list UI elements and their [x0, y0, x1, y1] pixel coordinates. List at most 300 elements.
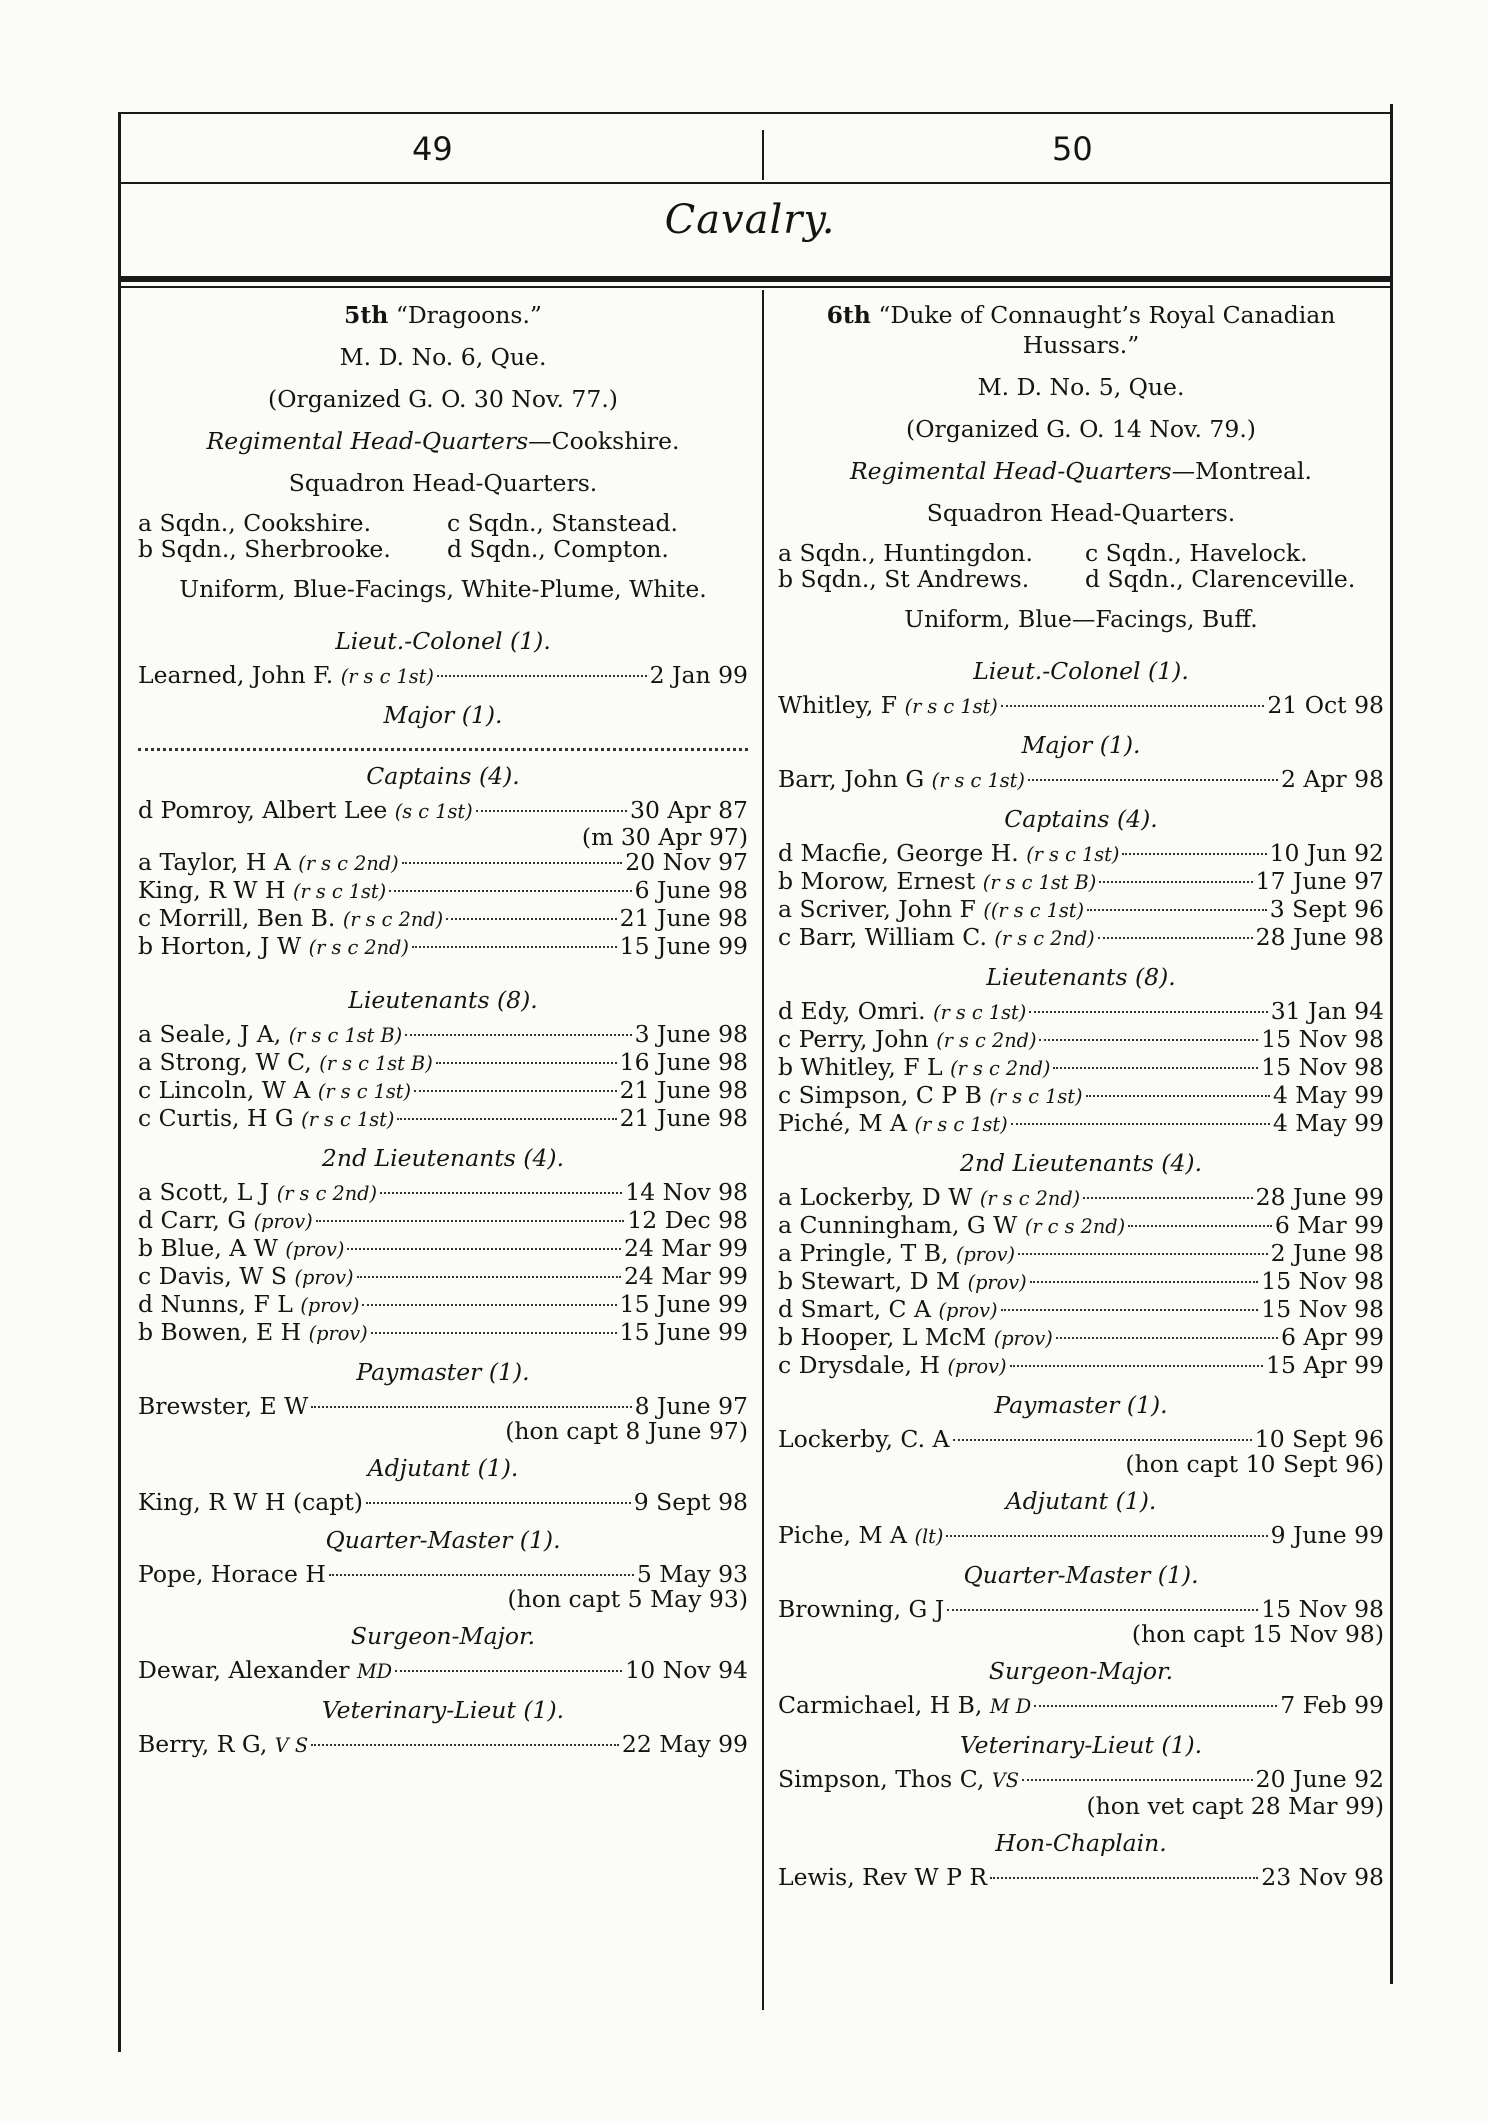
officer-qualification: (s c 1st): [394, 800, 473, 823]
officer-name: [138, 1657, 392, 1685]
officer-qualification: (r s c 1st): [340, 665, 434, 688]
officer-date: 23 Nov 98: [1261, 1863, 1384, 1891]
officer-entry: [138, 1489, 748, 1515]
leader-dots: [1001, 1309, 1259, 1311]
officer-qualification: (prov): [938, 1299, 998, 1322]
major-heading: Major (1).: [1021, 731, 1141, 759]
page-number-right: 50: [1052, 130, 1093, 168]
officer-date: 3 June 98: [634, 1020, 748, 1048]
squadron-list: [138, 510, 748, 562]
leader-dots: [947, 1609, 1258, 1611]
leader-dots: [389, 890, 631, 892]
officer-name: [138, 1235, 344, 1263]
officer-name: [778, 840, 1119, 868]
officer-name: [138, 1489, 363, 1515]
regiment-heading: 6th “Duke of Connaught’s Royal Canadian: [826, 301, 1336, 329]
officer-name-text: a Cunningham, G W: [778, 1211, 1018, 1239]
squadron-item: d Sqdn., Clarenceville.: [1085, 565, 1356, 593]
officer-name: [138, 849, 399, 877]
captains-heading: Captains (4).: [366, 762, 520, 790]
officer-name-text: d Smart, C A: [778, 1295, 931, 1323]
leader-dots: [946, 1535, 1267, 1537]
officer-entry: [138, 849, 748, 877]
officer-entry: [778, 1766, 1384, 1794]
leader-dots: [405, 1034, 631, 1036]
leader-dots: [953, 1439, 1252, 1441]
officer-name-text: c Morrill, Ben B.: [138, 904, 336, 932]
officer-date: 15 Nov 98: [1261, 1053, 1384, 1081]
leader-dots: [990, 1877, 1258, 1879]
officer-name: [778, 1864, 987, 1890]
officer-name-text: Dewar, Alexander: [138, 1656, 350, 1684]
squadron-item: b Sqdn., St Andrews.: [778, 565, 1030, 593]
officer-name: [138, 797, 473, 825]
officer-date: 15 June 99: [619, 932, 748, 960]
military-district: M. D. No. 5, Que.: [977, 373, 1185, 401]
officer-entry: [778, 1324, 1384, 1352]
paymaster-heading: Paymaster (1).: [994, 1391, 1168, 1419]
officer-entry: [138, 1561, 748, 1587]
leader-dots: [1098, 937, 1253, 939]
officer-name-text: c Lincoln, W A: [138, 1076, 311, 1104]
squadron-item: a Sqdn., Cookshire.: [138, 509, 372, 537]
officer-qualification: (prov): [967, 1271, 1027, 1294]
leader-dots: [446, 918, 617, 920]
officer-qualification: (r s c 1st): [292, 880, 387, 903]
leader-dots: [1030, 1281, 1259, 1283]
officer-date: 6 Apr 99: [1280, 1323, 1384, 1351]
officer-qualification: (r s c 1st): [989, 1085, 1083, 1108]
officer-entry: [778, 1864, 1384, 1890]
officer-entry: [778, 840, 1384, 868]
officer-entry: [778, 692, 1384, 720]
header-divider: [762, 130, 764, 180]
officer-name: [138, 933, 409, 961]
squadron-item: d Sqdn., Compton.: [447, 535, 669, 563]
officer-date: 21 June 98: [619, 1076, 748, 1104]
officer-qualification: (r s c 1st): [1026, 843, 1120, 866]
leader-dots: [414, 1090, 617, 1092]
officer-entry: [778, 1426, 1384, 1452]
officer-name-text: Brewster, E W: [138, 1392, 309, 1420]
second-lieutenants-heading: 2nd Lieutenants (4).: [321, 1144, 565, 1172]
major-vacant-line: [138, 736, 748, 751]
officer-qualification: (r s c 1st): [904, 695, 998, 718]
officer-entry: [778, 868, 1384, 896]
officer-entry: [138, 1105, 748, 1133]
officer-name-text: b Stewart, D M: [778, 1267, 961, 1295]
second-lieutenants-heading: 2nd Lieutenants (4).: [959, 1149, 1203, 1177]
officer-qualification: (prov): [300, 1294, 360, 1317]
officer-name: [778, 1766, 1019, 1794]
frame-right-rule: [1390, 104, 1393, 1984]
officer-name-text: b Bowen, E H: [138, 1318, 302, 1346]
leader-dots: [1128, 1225, 1272, 1227]
leader-dots: [1001, 705, 1265, 707]
officer-name-text: Berry, R G,: [138, 1730, 268, 1758]
leader-dots: [311, 1744, 619, 1746]
officer-entry: [138, 1049, 748, 1077]
officer-name-text: c Drysdale, H: [778, 1351, 940, 1379]
officer-qualification: (r s c 2nd): [936, 1029, 1037, 1052]
leader-dots: [1022, 1779, 1253, 1781]
officer-name: [138, 1263, 354, 1291]
hon-chaplain-heading: Hon-Chaplain.: [995, 1829, 1167, 1857]
officer-name: [138, 1021, 402, 1049]
officer-entry: [778, 1110, 1384, 1138]
officer-qualification: (lt): [914, 1525, 944, 1548]
leader-dots: [1029, 1011, 1267, 1013]
officer-entry: [138, 877, 748, 905]
officer-qualification: (prov): [285, 1238, 345, 1261]
leader-dots: [1053, 1067, 1258, 1069]
officer-name: [138, 1561, 326, 1587]
officer-date: 2 Apr 98: [1280, 765, 1384, 793]
officer-date: 28 June 98: [1255, 923, 1384, 951]
frame-top-rule: [118, 112, 1392, 114]
regimental-hq: Regimental Head-Quarters—Montreal.: [849, 457, 1313, 485]
officer-entry: [778, 1352, 1384, 1380]
officer-date: 31 Jan 94: [1270, 997, 1384, 1025]
organized-line: (Organized G. O. 14 Nov. 79.): [906, 415, 1256, 443]
officer-name-text: Piché, M A: [778, 1109, 907, 1137]
captains-heading: Captains (4).: [1004, 805, 1158, 833]
uniform-line: Uniform, Blue-Facings, White-Plume, White.: [179, 575, 707, 603]
paymaster-note: (hon capt 8 June 97): [505, 1417, 748, 1445]
leader-dots: [397, 1118, 616, 1120]
majority-note: (m 30 Apr 97): [581, 823, 748, 851]
officer-name-text: Piche, M A: [778, 1521, 907, 1549]
officer-name-text: d Edy, Omri.: [778, 997, 926, 1025]
officer-name-text: a Strong, W C,: [138, 1048, 312, 1076]
officer-name-text: c Perry, John: [778, 1025, 929, 1053]
officer-name-text: c Davis, W S: [138, 1262, 287, 1290]
officer-qualification: (prov): [308, 1322, 368, 1345]
officer-entry: [138, 1291, 748, 1319]
officer-date: 3 Sept 96: [1269, 895, 1384, 923]
officer-qualification: MD: [356, 1660, 393, 1683]
officer-qualification: (r s c 1st): [914, 1113, 1008, 1136]
officer-entry: [778, 1082, 1384, 1110]
officer-date: 15 Nov 98: [1261, 1595, 1384, 1623]
officer-name-text: b Whitley, F L: [778, 1053, 943, 1081]
officer-date: 6 June 98: [634, 876, 748, 904]
officer-name-text: c Curtis, H G: [138, 1104, 294, 1132]
officer-name-text: a Scott, L J: [138, 1178, 270, 1206]
officer-qualification: (r s c 2nd): [979, 1187, 1081, 1210]
officer-date: 22 May 99: [621, 1730, 748, 1758]
veterinary-lieut-heading: Veterinary-Lieut (1).: [959, 1731, 1203, 1759]
officer-qualification: (r s c 1st B): [288, 1024, 403, 1047]
leader-dots: [1034, 1705, 1277, 1707]
officer-name-text: b Morow, Ernest: [778, 867, 976, 895]
officer-name: [778, 868, 1096, 896]
lieutenants-heading: Lieutenants (8).: [986, 963, 1176, 991]
officer-date: 15 Nov 98: [1261, 1295, 1384, 1323]
officer-entry: [138, 933, 748, 961]
officer-date: 17 June 97: [1255, 867, 1384, 895]
leader-dots: [1087, 909, 1267, 911]
officer-qualification: (r s c 1st): [301, 1108, 395, 1131]
left-column: [138, 300, 748, 1759]
officer-name: [778, 1352, 1007, 1380]
officer-entry: [778, 1268, 1384, 1296]
officer-name-text: b Hooper, L McM: [778, 1323, 987, 1351]
leader-dots: [395, 1670, 622, 1672]
officer-date: 5 May 93: [636, 1560, 748, 1588]
officer-name-text: Learned, John F.: [138, 661, 334, 689]
officer-date: 10 Jun 92: [1269, 839, 1384, 867]
officer-name-text: Simpson, Thos C,: [778, 1765, 985, 1793]
officer-qualification: (r s c 2nd): [342, 908, 444, 931]
officer-entry: [778, 924, 1384, 952]
officer-name-text: d Pomroy, Albert Lee: [138, 796, 388, 824]
leader-dots: [1039, 1039, 1258, 1041]
military-district: M. D. No. 6, Que.: [339, 343, 547, 371]
frame-left-rule: [118, 112, 121, 2052]
officer-entry: [138, 797, 748, 825]
regiment-heading-cont: Hussars.”: [1022, 331, 1140, 359]
officer-date: 10 Nov 94: [625, 1656, 748, 1684]
officer-date: 16 June 98: [619, 1048, 748, 1076]
officer-date: 9 June 99: [1270, 1521, 1384, 1549]
officer-name: [138, 1291, 359, 1319]
officer-date: 8 June 97: [634, 1392, 748, 1420]
officer-entry: [778, 1522, 1384, 1550]
officer-date: 24 Mar 99: [623, 1234, 748, 1262]
officer-entry: [138, 1393, 748, 1419]
regimental-hq: Regimental Head-Quarters—Cookshire.: [206, 427, 680, 455]
officer-qualification: (prov): [993, 1327, 1053, 1350]
page-number-left: 49: [412, 130, 453, 168]
officer-date: 14 Nov 98: [625, 1178, 748, 1206]
officer-name-text: a Scriver, John F: [778, 895, 976, 923]
leader-dots: [311, 1406, 631, 1408]
lieutenants-heading: Lieutenants (8).: [348, 986, 538, 1014]
officer-date: 6 Mar 99: [1274, 1211, 1384, 1239]
squadron-list: [778, 540, 1384, 592]
quartermaster-heading: Quarter-Master (1).: [325, 1526, 561, 1554]
officer-name: [778, 896, 1084, 924]
squadron-item: a Sqdn., Huntingdon.: [778, 539, 1033, 567]
officer-date: 21 Oct 98: [1267, 691, 1384, 719]
officer-name-text: d Carr, G: [138, 1206, 247, 1234]
officer-name: [778, 1026, 1036, 1054]
officer-name: [778, 1324, 1053, 1352]
officer-name-text: b Blue, A W: [138, 1234, 278, 1262]
officer-name: [778, 1054, 1050, 1082]
officer-date: 28 June 99: [1255, 1183, 1384, 1211]
leader-dots: [1018, 1253, 1268, 1255]
leader-dots: [1122, 853, 1266, 855]
officer-name: [778, 1268, 1027, 1296]
quartermaster-note: (hon capt 5 May 93): [507, 1585, 748, 1613]
leader-dots: [316, 1220, 625, 1222]
officer-name: [778, 1184, 1080, 1212]
quartermaster-heading: Quarter-Master (1).: [963, 1561, 1199, 1589]
officer-name: [778, 766, 1025, 794]
officer-date: 10 Sept 96: [1254, 1425, 1384, 1453]
officer-date: 20 Nov 97: [625, 848, 748, 876]
officer-qualification: (r s c 1st B): [982, 871, 1097, 894]
officer-date: 21 June 98: [619, 1104, 748, 1132]
paymaster-heading: Paymaster (1).: [356, 1358, 530, 1386]
officer-qualification: M D: [989, 1695, 1032, 1718]
header-rule: [118, 182, 1392, 184]
officer-name-text: c Barr, William C.: [778, 923, 987, 951]
officer-entry: [778, 1240, 1384, 1268]
adjutant-heading: Adjutant (1).: [367, 1454, 519, 1482]
officer-entry: [778, 1692, 1384, 1720]
officer-qualification: (r s c 2nd): [298, 852, 399, 875]
leader-dots: [366, 1502, 631, 1504]
leader-dots: [1028, 779, 1278, 781]
officer-name-text: Barr, John G: [778, 765, 925, 793]
squadron-hq-heading: Squadron Head-Quarters.: [288, 469, 598, 497]
leader-dots: [371, 1332, 617, 1334]
officer-date: 30 Apr 87: [630, 796, 748, 824]
officer-name: [778, 692, 998, 720]
officer-date: 4 May 99: [1272, 1109, 1384, 1137]
officer-name: [138, 1393, 308, 1419]
title-rule-thin: [118, 286, 1392, 288]
officer-entry: [778, 1184, 1384, 1212]
right-column: [778, 300, 1384, 1890]
officer-qualification: (prov): [947, 1355, 1007, 1378]
leader-dots: [412, 946, 617, 948]
officer-name: [138, 1207, 313, 1235]
officer-qualification: (r s c 2nd): [308, 936, 409, 959]
officer-entry: [138, 1731, 748, 1759]
paymaster-note: (hon capt 10 Sept 96): [1125, 1450, 1384, 1478]
officer-name-text: Carmichael, H B,: [778, 1691, 983, 1719]
leader-dots: [329, 1574, 634, 1576]
officer-entry: [138, 1077, 748, 1105]
squadron-item: c Sqdn., Stanstead.: [447, 509, 678, 537]
officer-name-text: Lockerby, C. A: [778, 1425, 950, 1453]
officer-date: 20 June 92: [1255, 1765, 1384, 1793]
officer-name-text: Browning, G J: [778, 1595, 945, 1623]
officer-date: 24 Mar 99: [623, 1262, 748, 1290]
leader-dots: [1010, 1365, 1264, 1367]
officer-entry: [138, 1657, 748, 1685]
officer-name: [778, 998, 1026, 1026]
officer-qualification: (r s c 2nd): [276, 1182, 377, 1205]
officer-qualification: (r s c 2nd): [994, 927, 1095, 950]
veterinary-lieut-note: (hon vet capt 28 Mar 99): [1086, 1792, 1384, 1820]
leader-dots: [362, 1304, 616, 1306]
officer-entry: [138, 1207, 748, 1235]
officer-name-text: a Lockerby, D W: [778, 1183, 973, 1211]
officer-name: [138, 1105, 394, 1133]
veterinary-lieut-heading: Veterinary-Lieut (1).: [321, 1696, 565, 1724]
officer-qualification: (r s c 1st B): [319, 1052, 433, 1075]
officer-entry: [778, 1596, 1384, 1622]
officer-entry: [138, 905, 748, 933]
officer-name: [778, 924, 1095, 952]
officer-qualification: (prov): [253, 1210, 313, 1233]
leader-dots: [357, 1276, 621, 1278]
officer-name: [778, 1240, 1015, 1268]
officer-name: [138, 662, 434, 690]
officer-name-text: d Macfie, George H.: [778, 839, 1019, 867]
officer-entry: [138, 1263, 748, 1291]
leader-dots: [1056, 1337, 1278, 1339]
officer-qualification: (r s c 1st): [933, 1001, 1027, 1024]
surgeon-major-heading: Surgeon-Major.: [350, 1622, 536, 1650]
leader-dots: [380, 1192, 622, 1194]
adjutant-heading: Adjutant (1).: [1005, 1487, 1157, 1515]
officer-entry: [138, 1235, 748, 1263]
officer-qualification: (r s c 2nd): [950, 1057, 1051, 1080]
lieut-colonel-heading: Lieut.-Colonel (1).: [335, 627, 551, 655]
squadron-item: b Sqdn., Sherbrooke.: [138, 535, 391, 563]
officer-name: [778, 1296, 998, 1324]
officer-name-text: Whitley, F: [778, 691, 898, 719]
officer-name-text: King, R W H (capt): [138, 1488, 363, 1516]
officer-name-text: b Horton, J W: [138, 932, 302, 960]
officer-date: 4 May 99: [1272, 1081, 1384, 1109]
officer-name: [778, 1522, 943, 1550]
officer-date: 15 Apr 99: [1266, 1351, 1384, 1379]
officer-qualification: (prov): [294, 1266, 354, 1289]
officer-entry: [778, 1212, 1384, 1240]
leader-dots: [1099, 881, 1252, 883]
officer-name-text: a Taylor, H A: [138, 848, 291, 876]
officer-entry: [778, 998, 1384, 1026]
officer-name-text: Lewis, Rev W P R: [778, 1863, 988, 1891]
officer-name-text: d Nunns, F L: [138, 1290, 293, 1318]
officer-entry: [138, 1021, 748, 1049]
officer-qualification: (r s c 1st): [317, 1080, 412, 1103]
officer-name: [778, 1596, 944, 1622]
officer-name-text: King, R W H: [138, 876, 286, 904]
officer-name-text: a Pringle, T B,: [778, 1239, 949, 1267]
officer-date: 2 June 98: [1270, 1239, 1384, 1267]
column-divider: [762, 290, 764, 2010]
officer-name: [138, 1319, 368, 1347]
officer-name: [778, 1426, 950, 1452]
squadron-item: c Sqdn., Havelock.: [1085, 539, 1308, 567]
squadron-hq-heading: Squadron Head-Quarters.: [926, 499, 1236, 527]
officer-name: [778, 1110, 1008, 1138]
officer-entry: [138, 1319, 748, 1347]
officer-date: 21 June 98: [619, 904, 748, 932]
leader-dots: [1011, 1123, 1270, 1125]
officer-date: 9 Sept 98: [633, 1488, 748, 1516]
officer-entry: [778, 766, 1384, 794]
officer-date: 15 Nov 98: [1261, 1025, 1384, 1053]
officer-name: [138, 1077, 411, 1105]
officer-qualification: V S: [274, 1734, 309, 1757]
officer-name-text: Pope, Horace H: [138, 1560, 326, 1588]
officer-date: 15 June 99: [619, 1318, 748, 1346]
officer-qualification: (r c s 2nd): [1024, 1215, 1126, 1238]
officer-name: [138, 1179, 377, 1207]
leader-dots: [1083, 1197, 1252, 1199]
leader-dots: [437, 675, 647, 677]
officer-name: [778, 1212, 1125, 1240]
officer-name: [138, 1049, 433, 1077]
leader-dots: [1086, 1095, 1270, 1097]
major-heading: Major (1).: [383, 701, 503, 729]
officer-name: [138, 905, 443, 933]
quartermaster-note: (hon capt 15 Nov 98): [1131, 1620, 1384, 1648]
officer-date: 7 Feb 99: [1280, 1691, 1384, 1719]
officer-entry: [778, 1026, 1384, 1054]
officer-entry: [138, 1179, 748, 1207]
officer-name: [138, 1731, 308, 1759]
